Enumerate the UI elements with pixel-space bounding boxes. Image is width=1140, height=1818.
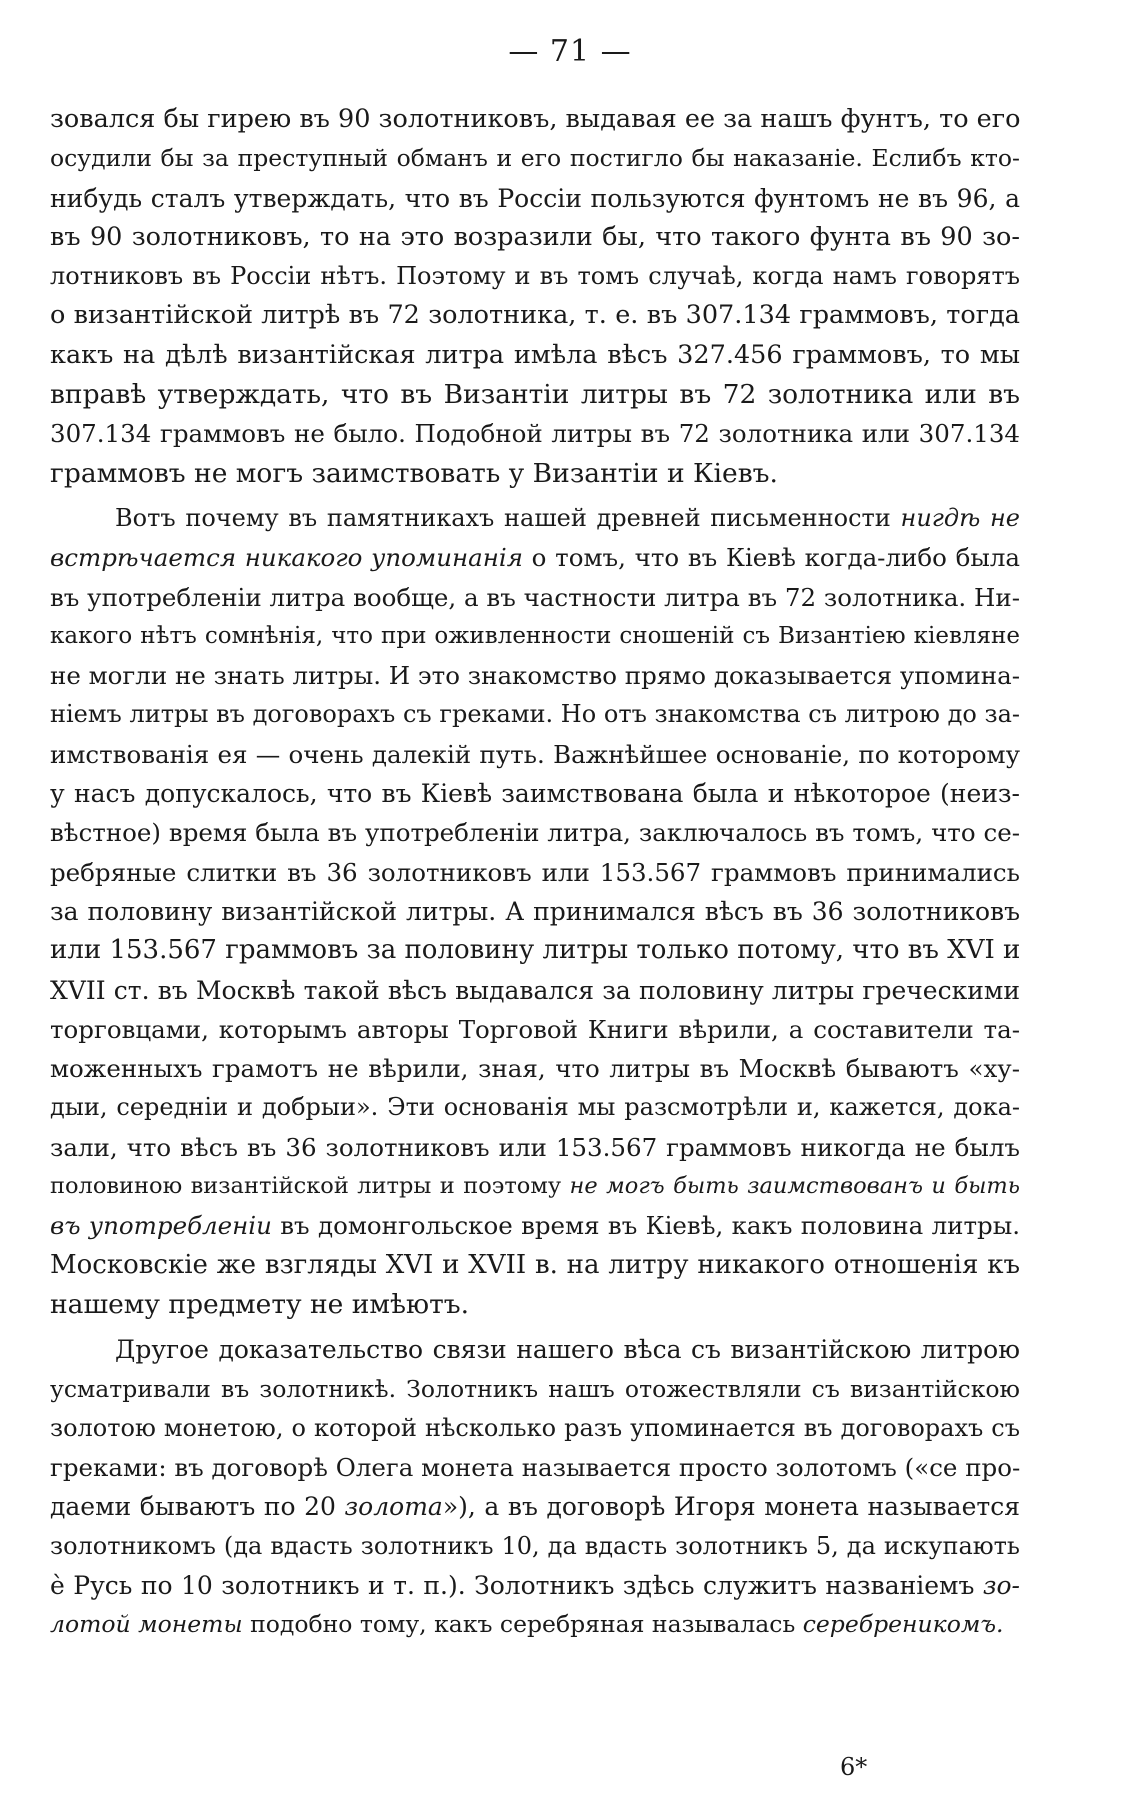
text-run: какого нѣтъ сомнѣнія, что при оживленности сношеній съ Византіею кіевляне — [50, 622, 1020, 649]
text-run: не могли не знать литры. И это знакомство прямо доказывается упомина- — [50, 661, 1020, 691]
text-run: зали, что вѣсъ въ 36 золотниковъ или 153.567 граммовъ никогда не былъ — [50, 1132, 1020, 1162]
text-run: моженныхъ грамотъ не вѣрили, зная, что литры въ Москвѣ бываютъ «ху- — [50, 1054, 1020, 1084]
italic-text: въ употребленіи — [50, 1211, 272, 1241]
text-line — [50, 971, 1020, 1010]
text-run: XVII ст. въ Москвѣ такой вѣсъ выдавался за половину литры греческими — [50, 975, 1020, 1005]
text-line — [50, 1049, 1020, 1088]
text-line — [50, 1605, 1020, 1644]
text-line — [50, 1330, 1020, 1369]
text-line — [50, 813, 1020, 852]
text-run: Другое доказательство связи нашего вѣса съ византійскою литрою — [115, 1335, 1020, 1365]
text-run: усматривали въ золотникѣ. Золотникъ нашъ отожествляли съ византійскою — [50, 1374, 1020, 1403]
text-run: имствованія ея — очень далекій путь. Важнѣйшее основаніе, по которому — [50, 739, 1020, 769]
text-line — [50, 257, 1020, 296]
text-run: подобно тому, какъ серебряная называлась — [242, 1610, 803, 1639]
text-run: о византійской литрѣ въ 72 золотника, т. е. въ 307.134 граммовъ, тогда — [50, 300, 1020, 331]
text-run: въ употребленіи литра вообще, а въ частности литра въ 72 золотника. Ни- — [50, 582, 1020, 612]
text-line — [50, 1566, 1020, 1605]
text-line — [50, 774, 1020, 813]
text-run: золотникомъ (да вдасть золотникъ 10, да вдасть золотникъ 5, да искупають — [50, 1531, 1020, 1560]
text-run: въ домонгольское время въ Кіевѣ, какъ половина литры. — [271, 1211, 1020, 1241]
text-line — [50, 578, 1020, 617]
text-line — [50, 336, 1020, 375]
text-run: даеми бываютъ по 20 — [50, 1492, 345, 1522]
text-line — [50, 853, 1020, 892]
text-run: о томъ, что въ Кіевѣ когда-либо была — [522, 543, 1020, 573]
text-line — [50, 1167, 1020, 1206]
text-run: половиною византійской литры и поэтому — [50, 1173, 570, 1200]
text-line — [50, 1088, 1020, 1127]
italic-text: золота — [344, 1492, 443, 1522]
italic-text: нигдѣ не — [900, 503, 1020, 532]
text-run: Московскіе же взгляды XVI и XVII в. на литру никакого отношенія къ — [50, 1249, 1020, 1280]
text-line — [50, 656, 1020, 695]
text-line — [50, 1246, 1020, 1285]
text-run: ніемъ литры въ договорахъ съ греками. Но отъ знакомства съ литрою до за- — [50, 700, 1020, 729]
text-line — [50, 179, 1020, 218]
text-run: вѣстное) время была въ употребленіи литра, заключалось въ томъ, что се- — [50, 818, 1020, 848]
text-line — [50, 1285, 1020, 1324]
text-line — [50, 218, 1020, 257]
text-line — [50, 538, 1020, 577]
text-line — [50, 499, 1020, 538]
page-number: — 71 — — [508, 34, 632, 69]
text-line — [50, 454, 1020, 493]
text-run: греками: въ договорѣ Олега монета называется просто золотомъ («се про- — [50, 1453, 1020, 1483]
text-run: зовался бы гирею въ 90 золотниковъ, выдавая ее за нашъ фунтъ, то его — [50, 104, 1020, 134]
italic-text: встрѣчается никакого упоминанія — [50, 543, 523, 573]
text-run: у насъ допускалось, что въ Кіевѣ заимствована была и нѣкоторое (неиз- — [50, 779, 1020, 809]
text-line — [50, 375, 1020, 414]
text-line — [50, 1409, 1020, 1448]
text-run: ѐ Русь по 10 золотникъ и т. п.). Золотникъ здѣсь служитъ названіемъ — [50, 1570, 983, 1600]
text-line — [50, 414, 1020, 453]
text-line — [50, 1487, 1020, 1526]
text-run: »), а въ договорѣ Игоря монета называется — [442, 1492, 1020, 1522]
text-run: 307.134 граммовъ не было. Подобной литры въ 72 золотника или 307.134 — [50, 419, 1020, 449]
text-line — [50, 931, 1020, 970]
text-line — [50, 1010, 1020, 1049]
text-run: Вотъ почему въ памятникахъ нашей древней письменности — [115, 503, 901, 532]
text-line — [50, 139, 1020, 178]
text-line — [50, 1527, 1020, 1566]
text-run: нашему предмету не имѣютъ. — [50, 1288, 470, 1320]
text-line — [50, 1206, 1020, 1245]
text-run: торговцами, которымъ авторы Торговой Книги вѣрили, а составители та- — [50, 1014, 1020, 1044]
text-line — [50, 735, 1020, 774]
text-line — [50, 892, 1020, 931]
text-run: граммовъ не могъ заимствовать у Византіи и Кіевъ. — [50, 457, 778, 489]
text-line — [50, 1448, 1020, 1487]
text-run: за половину византійской литры. А принимался вѣсъ въ 36 золотниковъ — [50, 896, 1020, 926]
text-run: ребряные слитки въ 36 золотниковъ или 153.567 граммовъ принимались — [50, 857, 1020, 887]
text-run: осудили бы за преступный обманъ и его постигло бы наказаніе. Еслибъ кто- — [50, 144, 1020, 173]
text-run: вправѣ утверждать, что въ Византіи литры въ 72 золотника или въ — [50, 379, 1020, 411]
italic-text: не могъ быть заимствованъ и быть — [569, 1173, 1020, 1200]
italic-text: серебреникомъ. — [802, 1610, 1004, 1639]
text-line — [50, 617, 1020, 656]
text-run: нибудь сталъ утверждать, что въ Россіи пользуются фунтомъ не въ 96, а — [50, 183, 1020, 213]
body-text — [50, 100, 1020, 1645]
text-line — [50, 695, 1020, 734]
text-run: дыи, середніи и добрыи». Эти основанія мы разсмотрѣли и, кажется, дока- — [50, 1093, 1020, 1122]
text-run: или 153.567 граммовъ за половину литры только потому, что въ XVI и — [50, 935, 1020, 966]
signature-mark: 6* — [840, 1753, 868, 1781]
italic-text: лотой монеты — [50, 1610, 243, 1639]
text-line — [50, 1370, 1020, 1409]
paragraph — [50, 100, 1020, 493]
text-run: въ 90 золотниковъ, то на это возразили бы, что такого фунта въ 90 зо- — [50, 221, 1020, 252]
text-run: лотниковъ въ Россіи нѣтъ. Поэтому и въ томъ случаѣ, когда намъ говорятъ — [50, 262, 1020, 291]
text-line — [50, 296, 1020, 335]
text-line — [50, 1128, 1020, 1167]
italic-text: зо- — [982, 1570, 1020, 1600]
text-line — [50, 100, 1020, 139]
text-run: какъ на дѣлѣ византійская литра имѣла вѣсъ 327.456 граммовъ, то мы — [50, 339, 1020, 370]
paragraph — [50, 1330, 1020, 1644]
text-run: золотою монетою, о которой нѣсколько разъ упоминается въ договорахъ съ — [50, 1413, 1020, 1442]
paragraph — [50, 499, 1020, 1324]
